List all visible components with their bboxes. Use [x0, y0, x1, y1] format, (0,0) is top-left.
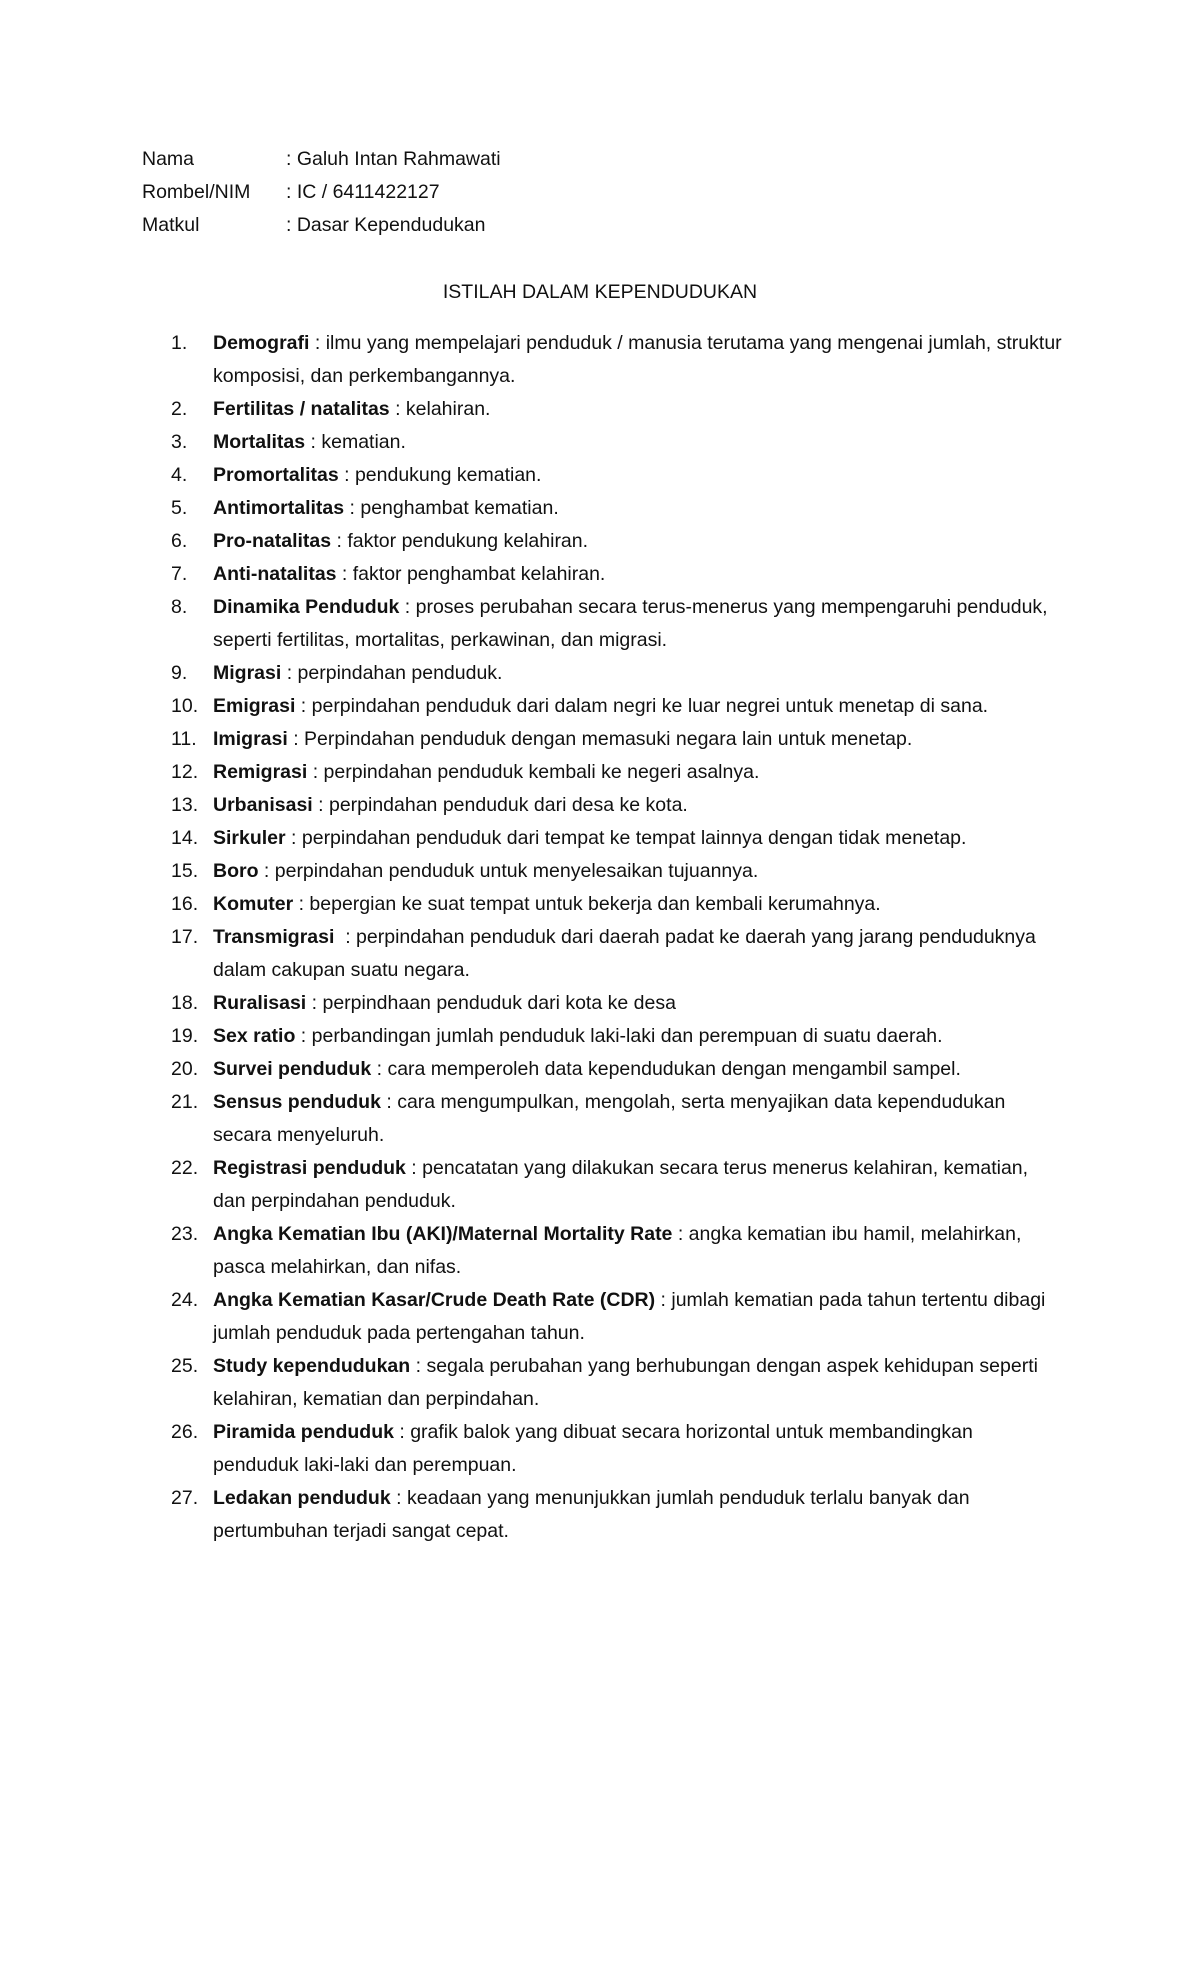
- term-name: Emigrasi: [213, 695, 296, 717]
- term-definition: : pendukung kematian.: [338, 464, 542, 486]
- list-item-body: [213, 1416, 1062, 1482]
- info-row-matkul: [142, 209, 501, 242]
- term-name: Demografi: [213, 332, 310, 354]
- list-item-number: 19.: [171, 1025, 199, 1047]
- list-item-number: 9.: [171, 662, 188, 684]
- list-item-number-cell: [142, 558, 213, 591]
- list-item: [142, 657, 1062, 690]
- list-item-number-cell: [142, 690, 213, 723]
- info-row-nama: [142, 143, 501, 176]
- list-item: [142, 1416, 1062, 1482]
- list-item-body: [213, 459, 1062, 492]
- list-item-body: [213, 1086, 1062, 1152]
- list-item-number-cell: [142, 987, 213, 1020]
- list-item-number-cell: [142, 525, 213, 558]
- term-name: Fertilitas / natalitas: [213, 398, 390, 420]
- list-item-number-cell: [142, 822, 213, 855]
- term-definition: : perpindahan penduduk dari daerah padat ke daerah yang jarang penduduknya dalam cakupan suatu negara.: [213, 926, 1042, 981]
- list-item-body: [213, 822, 1062, 855]
- list-item-number: 7.: [171, 563, 188, 585]
- list-item: [142, 459, 1062, 492]
- info-value: : Galuh Intan Rahmawati: [286, 148, 501, 170]
- list-item-body: [213, 1218, 1062, 1284]
- term-definition: : perpindhaan penduduk dari kota ke desa: [306, 992, 676, 1014]
- term-name: Dinamika Penduduk: [213, 596, 400, 618]
- term-definition: : perpindahan penduduk dari dalam negri ke luar negrei untuk menetap di sana.: [295, 695, 989, 717]
- list-item-body: [213, 888, 1062, 921]
- info-label: Matkul: [142, 214, 200, 236]
- list-item: [142, 987, 1062, 1020]
- term-name: Promortalitas: [213, 464, 339, 486]
- list-item-number-cell: [142, 756, 213, 789]
- list-item-number: 12.: [171, 761, 199, 783]
- list-item-number-cell: [142, 1284, 213, 1350]
- list-item-number-cell: [142, 327, 213, 393]
- list-item: [142, 756, 1062, 789]
- list-item-number-cell: [142, 393, 213, 426]
- term-name: Migrasi: [213, 662, 282, 684]
- list-item: [142, 690, 1062, 723]
- list-item-number-cell: [142, 492, 213, 525]
- term-definition: : pencatatan yang dilakukan secara terus menerus kelahiran, kematian, dan perpindahan penduduk.: [213, 1157, 1034, 1212]
- term-name: Anti-natalitas: [213, 563, 337, 585]
- list-item-number: 3.: [171, 431, 188, 453]
- list-item-number-cell: [142, 855, 213, 888]
- term-name: Registrasi penduduk: [213, 1157, 406, 1179]
- info-label: Rombel/NIM: [142, 181, 251, 203]
- list-item-body: [213, 1350, 1062, 1416]
- list-item-number-cell: [142, 1350, 213, 1416]
- list-item-number: 15.: [171, 860, 199, 882]
- term-definition: : cara memperoleh data kependudukan dengan mengambil sampel.: [371, 1058, 961, 1080]
- list-item: [142, 591, 1062, 657]
- list-item-number-cell: [142, 591, 213, 657]
- student-info: [142, 143, 501, 242]
- list-item-number: 27.: [171, 1487, 199, 1509]
- list-item-body: [213, 492, 1062, 525]
- term-name: Sirkuler: [213, 827, 286, 849]
- info-label: Nama: [142, 148, 195, 170]
- list-item-number: 1.: [171, 332, 188, 354]
- term-definition: : kematian.: [305, 431, 406, 453]
- term-definition: : keadaan yang menunjukkan jumlah penduduk terlalu banyak dan pertumbuhan terjadi sangat cepat.: [213, 1487, 976, 1542]
- term-name: Study kependudukan: [213, 1355, 411, 1377]
- list-item-number: 25.: [171, 1355, 199, 1377]
- list-item-number: 2.: [171, 398, 188, 420]
- list-item-number: 13.: [171, 794, 199, 816]
- list-item-number-cell: [142, 459, 213, 492]
- term-name: Sensus penduduk: [213, 1091, 381, 1113]
- term-name: Angka Kematian Kasar/Crude Death Rate (CDR): [213, 1289, 656, 1311]
- list-item-body: [213, 1152, 1062, 1218]
- list-item-body: [213, 789, 1062, 822]
- list-item: [142, 492, 1062, 525]
- list-item-body: [213, 426, 1062, 459]
- list-item-number-cell: [142, 921, 213, 987]
- list-item: [142, 822, 1062, 855]
- list-item-number-cell: [142, 789, 213, 822]
- list-item-number-cell: [142, 1218, 213, 1284]
- term-name: Antimortalitas: [213, 497, 345, 519]
- list-item-number-cell: [142, 1053, 213, 1086]
- list-item: [142, 855, 1062, 888]
- list-item-number: 18.: [171, 992, 199, 1014]
- list-item: [142, 1284, 1062, 1350]
- term-name: Transmigrasi: [213, 926, 335, 948]
- list-item-body: [213, 591, 1062, 657]
- term-name: Angka Kematian Ibu (AKI)/Maternal Mortality Rate: [213, 1223, 673, 1245]
- term-name: Imigrasi: [213, 728, 288, 750]
- term-name: Survei penduduk: [213, 1058, 372, 1080]
- list-item-number: 4.: [171, 464, 188, 486]
- list-item-body: [213, 657, 1062, 690]
- list-item-number: 6.: [171, 530, 188, 552]
- list-item-number: 8.: [171, 596, 188, 618]
- list-item: [142, 393, 1062, 426]
- list-item: [142, 525, 1062, 558]
- term-name: Boro: [213, 860, 259, 882]
- list-item-number-cell: [142, 657, 213, 690]
- list-item: [142, 1350, 1062, 1416]
- list-item: [142, 888, 1062, 921]
- term-definition: : bepergian ke suat tempat untuk bekerja dan kembali kerumahnya.: [293, 893, 881, 915]
- list-item-body: [213, 921, 1062, 987]
- list-item-body: [213, 1482, 1062, 1548]
- list-item-body: [213, 393, 1062, 426]
- term-definition: : perpindahan penduduk kembali ke negeri asalnya.: [307, 761, 760, 783]
- term-definition: : penghambat kematian.: [344, 497, 559, 519]
- term-name: Remigrasi: [213, 761, 308, 783]
- list-item: [142, 921, 1062, 987]
- list-item: [142, 426, 1062, 459]
- term-definition: : perpindahan penduduk dari tempat ke tempat lainnya dengan tidak menetap.: [285, 827, 967, 849]
- list-item-number-cell: [142, 1086, 213, 1152]
- list-item-number: 17.: [171, 926, 199, 948]
- list-item-number-cell: [142, 1482, 213, 1548]
- document-title: ISTILAH DALAM KEPENDUDUKAN: [442, 281, 758, 303]
- list-item-number: 22.: [171, 1157, 199, 1179]
- term-name: Komuter: [213, 893, 294, 915]
- list-item: [142, 1482, 1062, 1548]
- term-definition: : Perpindahan penduduk dengan memasuki negara lain untuk menetap.: [287, 728, 913, 750]
- list-item-number: 5.: [171, 497, 188, 519]
- term-definition: : segala perubahan yang berhubungan dengan aspek kehidupan seperti kelahiran, kematian dan perpindahan.: [213, 1355, 1044, 1410]
- term-list: [142, 327, 1068, 1548]
- list-item-body: [213, 327, 1068, 393]
- list-item-body: [213, 690, 1062, 723]
- term-definition: : angka kematian ibu hamil, melahirkan, pasca melahirkan, dan nifas.: [213, 1223, 1027, 1278]
- list-item-number: 26.: [171, 1421, 199, 1443]
- list-item-number: 11.: [171, 728, 197, 750]
- term-name: Sex ratio: [213, 1025, 296, 1047]
- list-item-number-cell: [142, 1416, 213, 1482]
- list-item: [142, 1086, 1062, 1152]
- term-definition: : perpindahan penduduk untuk menyelesaikan tujuannya.: [258, 860, 759, 882]
- list-item: [142, 327, 1068, 393]
- list-item-number: 23.: [171, 1223, 199, 1245]
- term-name: Piramida penduduk: [213, 1421, 394, 1443]
- list-item: [142, 723, 1062, 756]
- term-definition: : faktor penghambat kelahiran.: [336, 563, 606, 585]
- list-item-body: [213, 723, 1062, 756]
- term-name: Ledakan penduduk: [213, 1487, 391, 1509]
- list-item: [142, 1053, 1062, 1086]
- list-item-number: 20.: [171, 1058, 199, 1080]
- info-row-rombel-nim: [142, 176, 501, 209]
- list-item-body: [213, 756, 1062, 789]
- list-item-number: 14.: [171, 827, 199, 849]
- info-value: : IC / 6411422127: [286, 181, 440, 203]
- list-item-body: [213, 1284, 1062, 1350]
- list-item-number: 10.: [171, 695, 199, 717]
- list-item: [142, 789, 1062, 822]
- list-item-number: 21.: [171, 1091, 199, 1113]
- list-item: [142, 558, 1062, 591]
- term-definition: : perpindahan penduduk dari desa ke kota.: [312, 794, 688, 816]
- term-definition: : ilmu yang mempelajari penduduk / manusia terutama yang mengenai jumlah, struktur komposisi, dan perkembangannya.: [213, 332, 1068, 387]
- list-item-body: [213, 1053, 1062, 1086]
- term-definition: : grafik balok yang dibuat secara horizontal untuk membandingkan penduduk laki-laki dan perempuan.: [213, 1421, 979, 1476]
- term-definition: : perbandingan jumlah penduduk laki-laki dan perempuan di suatu daerah.: [295, 1025, 943, 1047]
- list-item-body: [213, 558, 1062, 591]
- info-value: : Dasar Kependudukan: [286, 214, 486, 236]
- list-item-body: [213, 987, 1062, 1020]
- term-definition: : cara mengumpulkan, mengolah, serta menyajikan data kependudukan secara menyeluruh.: [213, 1091, 1011, 1146]
- list-item-number-cell: [142, 426, 213, 459]
- list-item-body: [213, 525, 1062, 558]
- list-item-body: [213, 1020, 1062, 1053]
- list-item-number-cell: [142, 1020, 213, 1053]
- term-definition: : proses perubahan secara terus-menerus yang mempengaruhi penduduk, seperti fertilitas, mortalitas, perkawinan, dan migrasi.: [213, 596, 1054, 651]
- term-definition: : jumlah kematian pada tahun tertentu dibagi jumlah penduduk pada pertengahan tahun.: [213, 1289, 1051, 1344]
- list-item-number: 16.: [171, 893, 199, 915]
- list-item: [142, 1218, 1062, 1284]
- list-item-number-cell: [142, 1152, 213, 1218]
- term-name: Urbanisasi: [213, 794, 313, 816]
- list-item: [142, 1020, 1062, 1053]
- list-item-number-cell: [142, 888, 213, 921]
- list-item-number-cell: [142, 723, 213, 756]
- list-item-body: [213, 855, 1062, 888]
- term-definition: : perpindahan penduduk.: [281, 662, 503, 684]
- term-definition: : faktor pendukung kelahiran.: [331, 530, 589, 552]
- term-name: Mortalitas: [213, 431, 306, 453]
- term-name: Pro-natalitas: [213, 530, 332, 552]
- list-item-number: 24.: [171, 1289, 199, 1311]
- term-name: Ruralisasi: [213, 992, 307, 1014]
- term-definition: : kelahiran.: [389, 398, 491, 420]
- list-item: [142, 1152, 1062, 1218]
